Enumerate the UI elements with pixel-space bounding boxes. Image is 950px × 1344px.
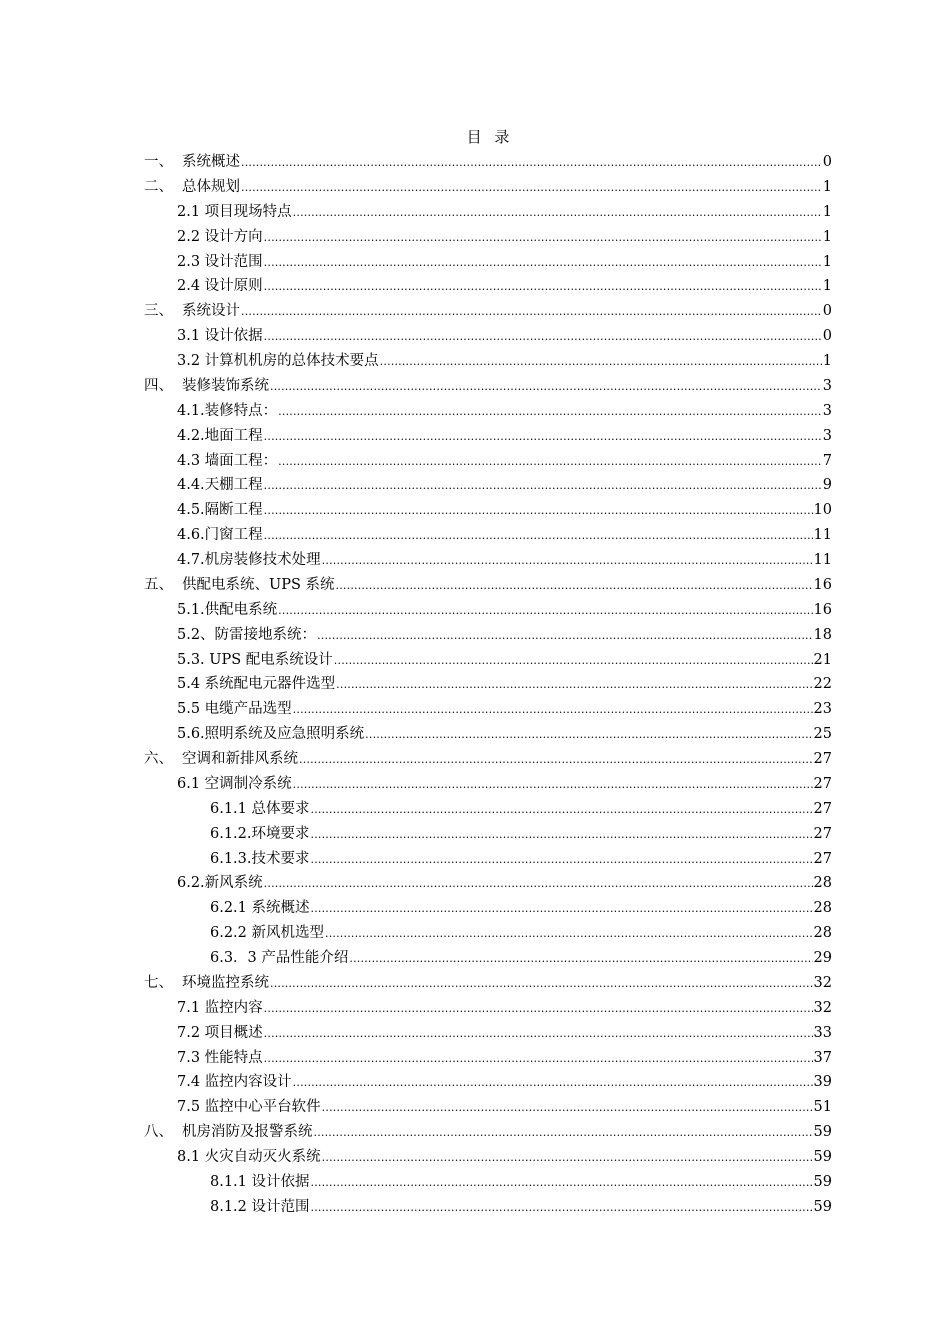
toc-page-number: 16 — [813, 576, 832, 593]
toc-entry-number: 二、 — [144, 178, 173, 195]
toc-leader-dots — [317, 624, 812, 649]
toc-entry-number: 七、 — [144, 974, 173, 991]
toc-entry-title: 4.4.天棚工程 — [177, 477, 263, 494]
toc-entry-title: 6.1.2.环境要求 — [210, 825, 310, 842]
toc-leader-dots — [293, 1071, 813, 1096]
toc-leader-dots — [311, 897, 813, 922]
toc-entry-title: 2.2 设计方向 — [177, 228, 263, 245]
toc-page-number: 28 — [813, 900, 832, 917]
toc-leader-dots — [293, 773, 813, 798]
toc-leader-dots — [311, 1171, 813, 1196]
toc-entry-title: 5.5 电缆产品选型 — [177, 701, 292, 718]
toc-leader-dots — [264, 997, 813, 1022]
toc-entry-title: 7.3 性能特点 — [177, 1049, 263, 1066]
toc-page-number: 3 — [822, 427, 832, 444]
toc-leader-dots — [264, 524, 813, 549]
toc-page-number: 1 — [822, 203, 832, 220]
toc-entry[interactable] — [144, 946, 832, 971]
toc-entry[interactable] — [144, 921, 832, 946]
toc-entry[interactable] — [144, 747, 832, 772]
toc-leader-dots — [264, 325, 822, 350]
toc-entry-title: 8.1.1 设计依据 — [210, 1173, 310, 1190]
toc-entry-title: 5.6.照明系统及应急照明系统 — [177, 726, 365, 743]
toc-leader-dots — [264, 425, 822, 450]
toc-leader-dots — [314, 1121, 813, 1146]
toc-entry[interactable] — [144, 349, 832, 374]
toc-entry[interactable] — [144, 1120, 832, 1145]
toc-entry-number: 四、 — [144, 377, 173, 394]
toc-entry-title: 总体规划 — [182, 178, 240, 195]
toc-entry[interactable] — [144, 648, 832, 673]
toc-entry[interactable] — [144, 399, 832, 424]
toc-page-number: 10 — [813, 502, 832, 519]
toc-leader-dots — [336, 574, 813, 599]
toc-entry-title: 供配电系统、UPS 系统 — [182, 576, 335, 593]
toc-page-number: 39 — [813, 1074, 832, 1091]
toc-leader-dots — [380, 350, 822, 375]
toc-entry-title: 8.1 火灾自动灭火系统 — [177, 1149, 321, 1165]
toc-leader-dots — [311, 798, 813, 823]
toc-entry-title: 4.6.门窗工程 — [177, 527, 263, 544]
toc-page-number: 37 — [813, 1049, 832, 1066]
toc-page-number: 25 — [813, 726, 832, 743]
toc-page-number: 22 — [813, 676, 832, 693]
toc-entry[interactable] — [144, 449, 832, 474]
toc-entry-title: 4.1.装修特点： — [177, 402, 278, 419]
toc-page-number: 28 — [813, 925, 832, 942]
toc-page-number: 11 — [813, 527, 832, 544]
toc-leader-dots — [293, 698, 813, 723]
toc-page-number: 3 — [822, 377, 832, 394]
toc-page-number: 32 — [813, 974, 832, 991]
toc-entry[interactable] — [144, 672, 832, 697]
toc-leader-dots — [365, 723, 812, 748]
toc-page-number: 3 — [822, 402, 832, 419]
toc-entry-title: 7.5 监控中心平台软件 — [177, 1099, 321, 1116]
toc-page-number: 1 — [822, 353, 832, 369]
toc-leader-dots — [325, 922, 813, 947]
toc-leader-dots — [264, 474, 822, 499]
toc-leader-dots — [293, 201, 822, 226]
toc-entry[interactable] — [144, 871, 832, 896]
toc-entry[interactable] — [144, 175, 832, 200]
toc-page-number: 27 — [813, 850, 832, 867]
toc-page-number: 33 — [813, 1024, 832, 1041]
toc-leader-dots — [264, 226, 822, 251]
toc-entry[interactable] — [144, 772, 832, 797]
toc-leader-dots — [311, 1196, 813, 1221]
toc-leader-dots — [278, 400, 822, 425]
toc-page-number: 23 — [813, 701, 832, 718]
toc-entry-title: 空调和新排风系统 — [182, 751, 298, 767]
toc-entry[interactable] — [144, 1070, 832, 1095]
toc-leader-dots — [311, 848, 813, 873]
toc-page-number: 27 — [813, 751, 832, 767]
toc-entry-title: 3.2 计算机机房的总体技术要点 — [177, 353, 379, 369]
toc-entry[interactable] — [144, 299, 832, 324]
toc-page-number: 27 — [813, 825, 832, 842]
toc-entry-title: 2.4 设计原则 — [177, 278, 263, 295]
toc-entry[interactable] — [144, 1046, 832, 1071]
toc-entry-title: 6.1.1 总体要求 — [210, 800, 310, 817]
toc-entry[interactable] — [144, 498, 832, 523]
toc-leader-dots — [322, 549, 813, 574]
toc-entry-title: 6.2.2 新风机选型 — [210, 925, 325, 942]
toc-entry-title: 6.2.1 系统概述 — [210, 900, 310, 917]
toc-entry[interactable] — [144, 847, 832, 872]
toc-entry-title: 4.7.机房装修技术处理 — [177, 552, 321, 568]
toc-leader-dots — [264, 1047, 813, 1072]
toc-page-number: 1 — [822, 178, 832, 195]
toc-page-number: 59 — [813, 1124, 832, 1141]
toc-leader-dots — [264, 275, 822, 300]
toc-title: 目 录 — [466, 128, 514, 146]
toc-entry-title: 3.1 设计依据 — [177, 328, 263, 345]
toc-leader-dots — [322, 1146, 813, 1171]
toc-leader-dots — [278, 599, 812, 624]
toc-entry[interactable] — [144, 896, 832, 921]
toc-entry[interactable] — [144, 1145, 832, 1170]
toc-entry-title: 8.1.2 设计范围 — [210, 1198, 310, 1215]
toc-leader-dots — [264, 1022, 813, 1047]
toc-entry[interactable] — [144, 722, 832, 747]
toc-entry-title: 6.3．3 产品性能介绍 — [210, 950, 349, 966]
toc-leader-dots — [241, 151, 822, 176]
toc-entry[interactable] — [144, 797, 832, 822]
toc-entry[interactable] — [144, 200, 832, 225]
toc-entry[interactable] — [144, 598, 832, 623]
toc-entry-title: 6.1 空调制冷系统 — [177, 775, 292, 792]
toc-entry[interactable] — [144, 274, 832, 299]
toc-entry[interactable] — [144, 573, 832, 598]
toc-leader-dots — [241, 300, 822, 325]
toc-leader-dots — [264, 251, 822, 276]
toc-entry-number: 一、 — [144, 154, 173, 170]
toc-entry-number: 八、 — [144, 1124, 173, 1141]
toc-entry-title: 5.3. UPS 配电系统设计 — [177, 651, 333, 668]
toc-entry-title: 机房消防及报警系统 — [182, 1124, 313, 1141]
toc-page-number: 51 — [813, 1099, 832, 1116]
toc-page-number: 7 — [822, 452, 832, 469]
toc-entry[interactable] — [144, 822, 832, 847]
toc-entry-title: 6.2.新风系统 — [177, 875, 263, 892]
toc-entry[interactable] — [144, 1095, 832, 1120]
toc-page-number: 16 — [813, 601, 832, 618]
toc-entry-title: 5.2、防雷接地系统： — [177, 626, 317, 643]
toc-page-number: 27 — [813, 775, 832, 792]
toc-leader-dots — [311, 823, 813, 848]
toc-entry[interactable] — [144, 250, 832, 275]
toc-entry-number: 五、 — [144, 576, 173, 593]
toc-entry[interactable] — [144, 623, 832, 648]
toc-entry-title: 4.5.隔断工程 — [177, 502, 263, 519]
toc-page-number: 59 — [813, 1173, 832, 1190]
toc-page-number: 11 — [813, 552, 832, 568]
toc-page-number: 18 — [813, 626, 832, 643]
toc-page-number: 59 — [813, 1149, 832, 1165]
toc-entry-title: 5.1.供配电系统 — [177, 601, 278, 618]
toc-page-number: 9 — [822, 477, 832, 494]
toc-page-number: 0 — [822, 303, 832, 320]
toc-entry[interactable] — [144, 548, 832, 573]
toc-entry-title: 6.1.3.技术要求 — [210, 850, 310, 867]
toc-leader-dots — [270, 972, 813, 997]
toc-entry[interactable] — [144, 996, 832, 1021]
toc-entry[interactable] — [144, 374, 832, 399]
toc-entry[interactable] — [144, 473, 832, 498]
toc-leader-dots — [334, 649, 813, 674]
toc-leader-dots — [349, 947, 812, 972]
table-of-contents — [144, 150, 832, 1220]
toc-leader-dots — [299, 748, 813, 773]
toc-page-number: 59 — [813, 1198, 832, 1215]
toc-page-number: 1 — [822, 228, 832, 245]
toc-page-number: 27 — [813, 800, 832, 817]
toc-entry[interactable] — [144, 971, 832, 996]
toc-entry[interactable] — [144, 225, 832, 250]
toc-entry[interactable] — [144, 523, 832, 548]
toc-page-number: 0 — [822, 328, 832, 345]
toc-entry-title: 系统概述 — [182, 154, 240, 170]
toc-entry[interactable] — [144, 1021, 832, 1046]
toc-leader-dots — [241, 176, 822, 201]
toc-entry-number: 六、 — [144, 751, 173, 767]
toc-entry-title: 7.2 项目概述 — [177, 1024, 263, 1041]
toc-leader-dots — [278, 450, 822, 475]
toc-leader-dots — [264, 499, 813, 524]
toc-entry[interactable] — [144, 697, 832, 722]
toc-entry[interactable] — [144, 324, 832, 349]
toc-leader-dots — [264, 872, 813, 897]
toc-entry-title: 装修装饰系统 — [182, 377, 269, 394]
toc-entry-title: 系统设计 — [182, 303, 240, 320]
toc-entry-title: 7.1 监控内容 — [177, 999, 263, 1016]
toc-entry-title: 环境监控系统 — [182, 974, 269, 991]
toc-page-number: 32 — [813, 999, 832, 1016]
toc-entry[interactable] — [144, 1170, 832, 1195]
toc-page-number: 29 — [813, 950, 832, 966]
toc-page-number: 21 — [813, 651, 832, 668]
toc-page-number: 0 — [822, 154, 832, 170]
toc-entry[interactable] — [144, 1195, 832, 1220]
toc-page-number: 1 — [822, 253, 832, 270]
toc-entry-title: 4.2.地面工程 — [177, 427, 263, 444]
toc-entry-title: 2.3 设计范围 — [177, 253, 263, 270]
toc-entry-title: 5.4 系统配电元器件选型 — [177, 676, 336, 693]
toc-leader-dots — [270, 375, 822, 400]
toc-entry-number: 三、 — [144, 303, 173, 320]
toc-entry[interactable] — [144, 150, 832, 175]
toc-entry-title: 7.4 监控内容设计 — [177, 1074, 292, 1091]
toc-page-number: 1 — [822, 278, 832, 295]
toc-leader-dots — [322, 1096, 813, 1121]
toc-entry-title: 2.1 项目现场特点 — [177, 203, 292, 220]
toc-entry[interactable] — [144, 424, 832, 449]
toc-page-number: 28 — [813, 875, 832, 892]
toc-entry-title: 4.3 墙面工程： — [177, 452, 278, 469]
toc-leader-dots — [336, 673, 812, 698]
